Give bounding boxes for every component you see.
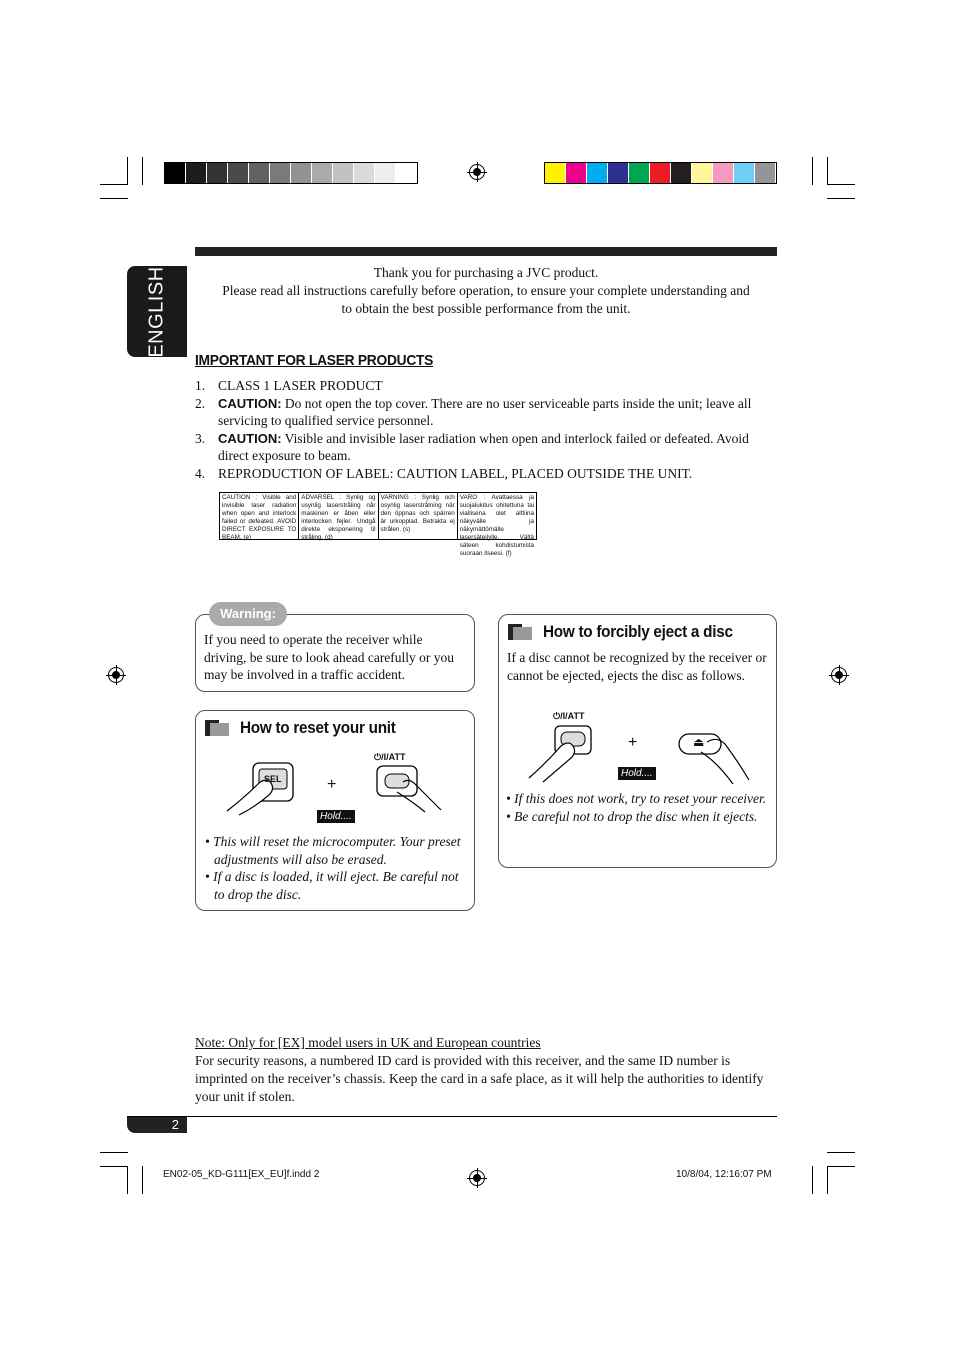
color-swatch [396, 163, 417, 183]
process-color-bar [544, 162, 777, 184]
note-item: • If this does not work, try to reset your receiver. [506, 791, 767, 806]
label-cell-finnish: VARO : Avattaessa ja suojalukitus ohitettuna tai viallisena olet alttiina näkyvälle ja näkymättömälle lasersäteilylle. Vältä säteen kohdistumista suoraan itseesi. (f) [459, 494, 534, 557]
note-body: For security reasons, a numbered ID card is provided with this receiver, and the same ID number is imprinted on the receiver’s chassis. Keep the card in a safe place, as it will help the authorities to identify your unit if stolen. [195, 1053, 764, 1104]
crop-mark [827, 1152, 855, 1153]
footer-file-name: EN02-05_KD-G111[EX_EU]f.indd 2 [163, 1169, 320, 1180]
language-tab [127, 266, 187, 357]
note-item: • If a disc is loaded, it will eject. Be careful not to drop the disc. [205, 869, 459, 902]
eject-text: If a disc cannot be recognized by the receiver or cannot be ejected, ejects the disc as follows. [507, 650, 767, 683]
section-folder-icon [508, 624, 532, 640]
eject-icon: ⏏ [693, 735, 705, 749]
list-item [195, 465, 780, 483]
intro-line: Please read all instructions carefully before operation, to ensure your complete understanding and [222, 283, 750, 298]
sel-button-press-illustration [225, 755, 305, 815]
registration-mark-icon [831, 667, 847, 683]
hold-label: Hold.... [317, 810, 355, 823]
power-button-press-illustration [527, 722, 597, 782]
crop-mark [100, 184, 128, 185]
color-swatch [692, 163, 713, 183]
bottom-rule [127, 1116, 777, 1117]
color-swatch [207, 163, 228, 183]
item-text: Do not open the top cover. There are no user serviceable parts inside the unit; leave all servicing to qualified service personnel. [218, 395, 752, 428]
item-number: 1. [195, 378, 206, 393]
item-number: 3. [195, 430, 206, 446]
label-cell-danish: ADVARSEL : Synlig og usynlig laserstråling når maskinen er åben eller interlocken fejler. Undgå direkte eksponering til stråling. (d) [299, 493, 378, 539]
crop-mark [100, 198, 128, 199]
color-swatch [333, 163, 354, 183]
color-swatch [671, 163, 692, 183]
registration-mark-icon [108, 667, 124, 683]
grayscale-color-bar [164, 162, 418, 184]
crop-mark [127, 157, 128, 185]
color-swatch [312, 163, 333, 183]
laser-list [195, 377, 780, 482]
crop-mark [812, 1166, 813, 1194]
note-title: Note: Only for [EX] model users in UK and European countries [195, 1035, 541, 1050]
crop-mark [827, 184, 855, 185]
crop-mark [827, 1166, 828, 1194]
item-caption: CAUTION: [218, 395, 282, 411]
reset-notes [205, 833, 467, 903]
note-item: • This will reset the microcomputer. Your preset adjustments will also be erased. [205, 834, 461, 867]
label-cell-swedish: VARNING : Synlig och osynlig laserstrålning när den öppnas och spärren är urkopplad. Betrakta ej strålen. (s) [379, 493, 458, 539]
crop-mark [142, 157, 143, 185]
color-swatch [587, 163, 608, 183]
list-item [195, 430, 780, 465]
registration-mark-icon [469, 1170, 485, 1186]
sel-button-label: SEL [264, 774, 282, 784]
eject-notes [506, 790, 768, 825]
intro-text [195, 264, 777, 318]
caution-label-reproduction [219, 492, 537, 557]
crop-mark [142, 1166, 143, 1194]
intro-line: Thank you for purchasing a JVC product. [373, 265, 599, 280]
id-card-note [195, 1034, 775, 1106]
list-item [195, 377, 780, 395]
power-button-label: ⏻/I/ATT [553, 711, 585, 721]
item-number: 2. [195, 395, 206, 411]
section-folder-icon [205, 720, 229, 736]
plus-sign: + [628, 734, 638, 751]
color-swatch [650, 163, 671, 183]
note-item: • Be careful not to drop the disc when it ejects. [506, 808, 758, 824]
language-tab-label: ENGLISH [145, 265, 168, 358]
page-number-tab [127, 1117, 187, 1133]
color-swatch [249, 163, 270, 183]
footer-timestamp: 10/8/04, 12:16:07 PM [676, 1169, 772, 1180]
color-swatch [354, 163, 375, 183]
crop-mark [827, 157, 828, 185]
color-swatch [228, 163, 249, 183]
eject-title: How to forcibly eject a disc [543, 622, 733, 641]
color-swatch [375, 163, 396, 183]
item-text: Visible and invisible laser radiation when open and interlock failed or defeated. Avoid direct exposure to beam. [218, 430, 749, 463]
top-rule [195, 247, 777, 256]
list-item [195, 395, 780, 430]
eject-button-press-illustration [677, 730, 752, 785]
reset-title: How to reset your unit [240, 718, 396, 737]
warning-text: If you need to operate the receiver while driving, be sure to look ahead carefully or you may be involved in a traffic accident. [204, 632, 455, 682]
laser-heading: IMPORTANT FOR LASER PRODUCTS [195, 352, 434, 369]
crop-mark [827, 1166, 855, 1167]
crop-mark [812, 157, 813, 185]
warning-badge-label: Warning: [220, 606, 276, 621]
label-cell-english: CAUTION : Visible and invisible laser radiation when open and interlock failed or defeated. AVOID DIRECT EXPOSURE TO BEAM. (e) [220, 493, 299, 539]
page-number: 2 [171, 1117, 179, 1132]
registration-mark-icon [469, 164, 485, 180]
color-swatch [734, 163, 755, 183]
color-swatch [566, 163, 587, 183]
power-button-press-illustration [375, 762, 445, 812]
color-swatch [186, 163, 207, 183]
hold-label: Hold.... [618, 767, 656, 780]
color-swatch [165, 163, 186, 183]
color-swatch [608, 163, 629, 183]
crop-mark [100, 1166, 128, 1167]
crop-mark [127, 1166, 128, 1194]
crop-mark [100, 1152, 128, 1153]
warning-badge [209, 602, 287, 626]
plus-sign: + [327, 776, 337, 793]
intro-line: to obtain the best possible performance from the unit. [341, 301, 631, 316]
power-button-label: ⏻/I/ATT [374, 752, 406, 762]
color-swatch [270, 163, 291, 183]
color-swatch [755, 163, 776, 183]
color-swatch [629, 163, 650, 183]
color-swatch [545, 163, 566, 183]
item-number: 4. [195, 465, 206, 481]
item-text: CLASS 1 LASER PRODUCT [218, 378, 383, 393]
item-text: REPRODUCTION OF LABEL: CAUTION LABEL, PLACED OUTSIDE THE UNIT. [218, 465, 693, 481]
color-swatch [713, 163, 734, 183]
crop-mark [827, 198, 855, 199]
color-swatch [291, 163, 312, 183]
item-caption: CAUTION: [218, 430, 282, 446]
